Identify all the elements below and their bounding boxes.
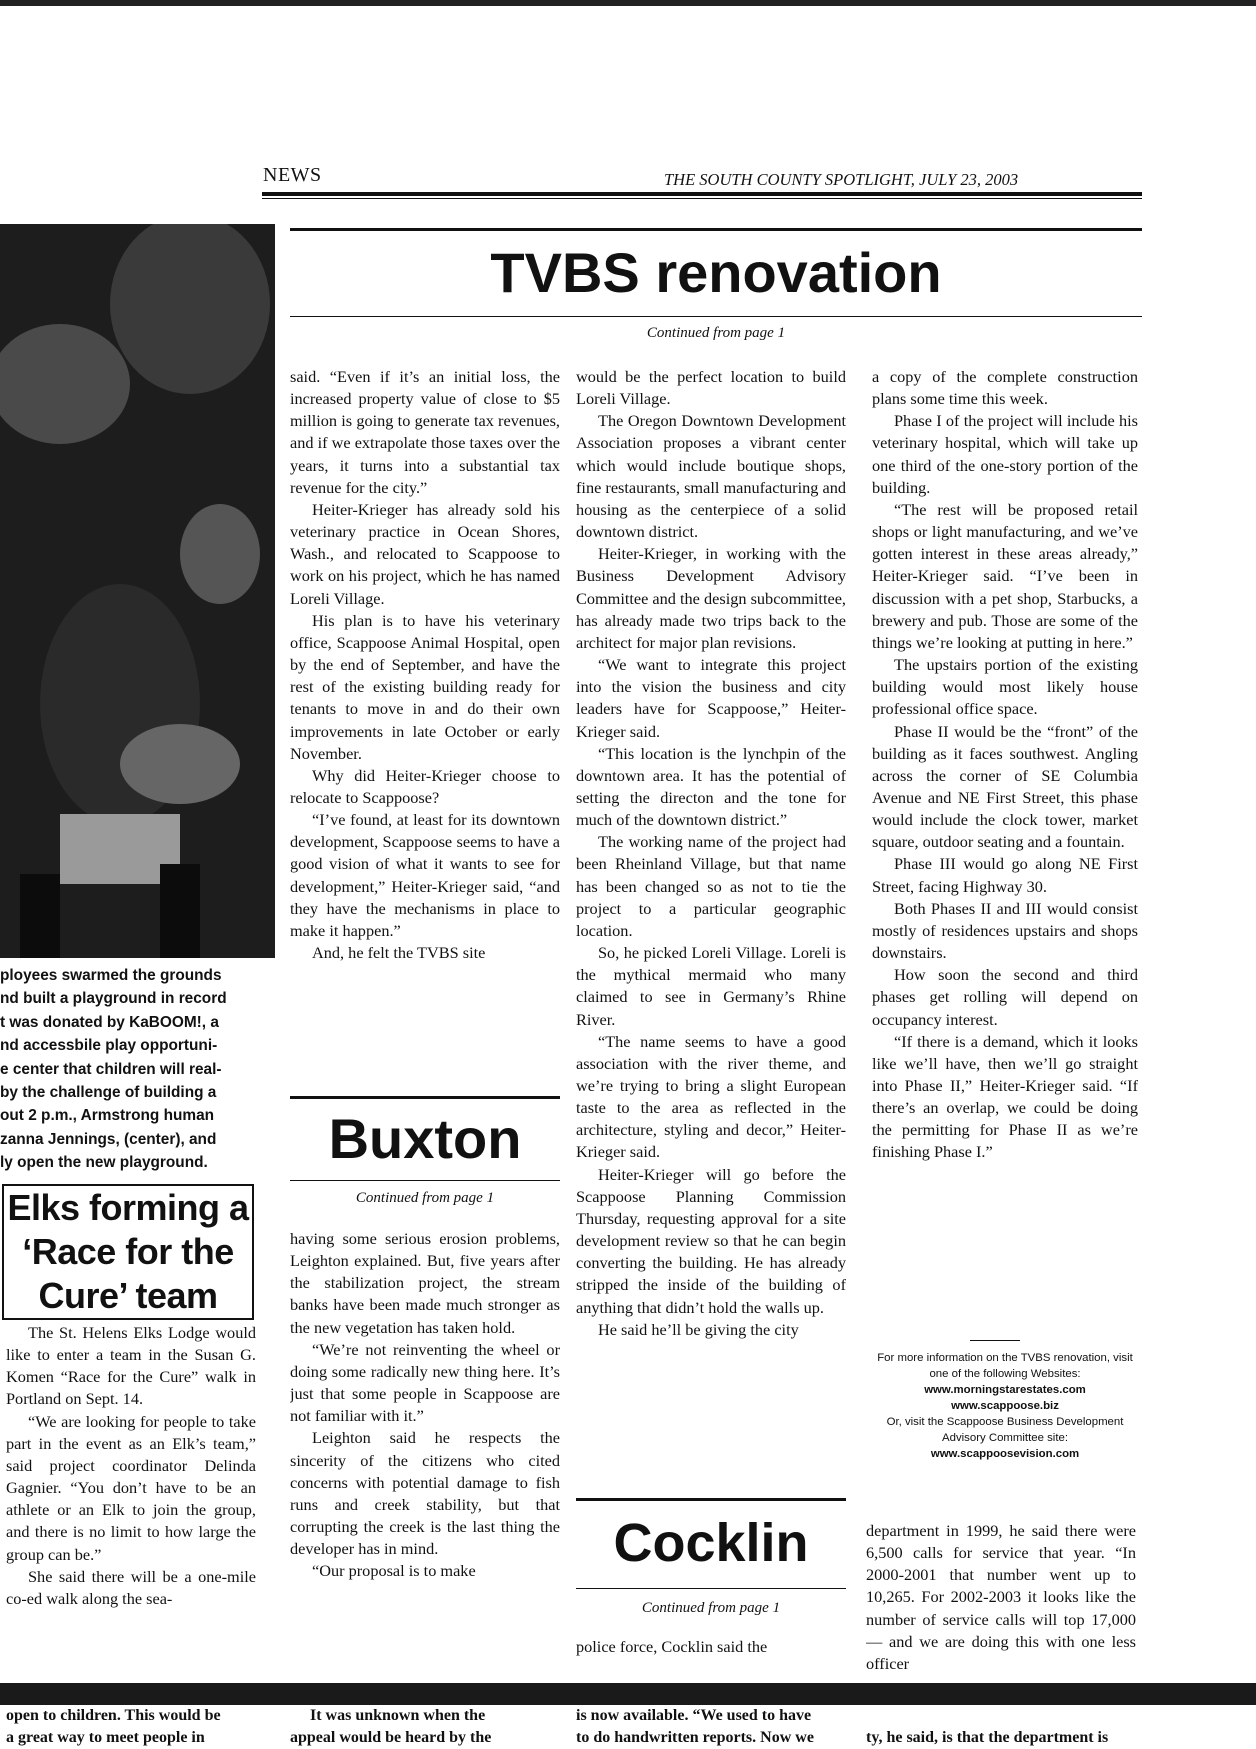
paragraph: having some serious erosion problems, Leighton explained. But, five years after the stabilization project, the stream banks have been made much stronger as the new vegetation has taken hold. — [290, 1229, 560, 1337]
paragraph: Heiter-Krieger will go before the Scappoose Planning Commission Thursday, requesting approval for a site development review so that he can begin converting the building. He has already stripped the inside of the building of anything that didn’t hold the walls up. — [576, 1164, 846, 1317]
cocklin-top-rule — [576, 1498, 846, 1501]
section-label: NEWS — [263, 164, 322, 186]
elks-headline-line: Elks forming a — [7, 1187, 249, 1228]
header-rule-thin — [262, 198, 1142, 199]
paragraph: “We are looking for people to take part in the event as an Elk’s team,” said project coordinator Delinda Gagnier. “You don’t have to be an athlete or an Elk to join the group, and there is no limit to how large the group can be.” — [6, 1411, 256, 1564]
tvbs-column-1 — [290, 366, 560, 1074]
paragraph: “This location is the lynchpin of the downtown area. It has the potential of setting the directon and the tone for much of the downtown district.” — [576, 743, 846, 830]
more-info-text: Or, visit the Scappoose Business Development Advisory Committee site: — [886, 1416, 1124, 1444]
cocklin-column-left — [576, 1636, 846, 1682]
tvbs-column-2 — [576, 366, 846, 1474]
paragraph: The working name of the project had been Rheinland Village, but that name has been changed so as not to tie the project to a particular geographic location. — [576, 832, 846, 940]
tvbs-headline: TVBS renovation — [490, 241, 942, 304]
caption-line: zanna Jennings, (center), and — [0, 1130, 217, 1148]
paragraph: So, he picked Loreli Village. Loreli is the mythical mermaid who many claimed to see in Germany’s Rhine River. — [576, 943, 846, 1029]
bottom-scan-strip — [0, 1683, 1256, 1749]
photo-shapes — [0, 224, 275, 958]
cocklin-column-right — [866, 1520, 1136, 1682]
paragraph: Why did Heiter-Krieger choose to relocate to Scappoose? — [290, 765, 560, 807]
scan-band — [0, 1683, 1256, 1705]
paragraph: would be the perfect location to build Loreli Village. — [576, 367, 846, 409]
fragment-text: open to children. This would be — [6, 1707, 221, 1724]
paragraph: How soon the second and third phases get rolling will depend on occupancy interest. — [872, 965, 1138, 1029]
buxton-headline: Buxton — [328, 1107, 522, 1170]
cocklin-headline: Cocklin — [613, 1513, 809, 1573]
paragraph: department in 1999, he said there were 6,500 calls for service that year. “In 2000-2001 that number went up to 10,265. For 2002-2003 it looks like the number of service calls will top 17,000 — and we are doing this with one less officer — [866, 1521, 1136, 1673]
publication-date: THE SOUTH COUNTY SPOTLIGHT, JULY 23, 2003 — [664, 170, 1019, 189]
fragment-text: ty, he said, is that the department is — [866, 1729, 1109, 1746]
fragment-text: appeal would be heard by the — [290, 1729, 492, 1746]
paragraph: Heiter-Krieger has already sold his veterinary practice in Ocean Shores, Wash., and relocated to Scappoose to work on his project, which he has named Loreli Village. — [290, 499, 560, 608]
paragraph: And, he felt the TVBS site — [312, 943, 486, 963]
caption-line: t was donated by KaBOOM!, a — [0, 1013, 219, 1031]
paragraph: Heiter-Krieger, in working with the Business Development Advisory Committee and the design subcommittee, has already made two trips back to the architect for major plan revisions. — [576, 544, 846, 652]
cocklin-continued: Continued from page 1 — [641, 1600, 781, 1616]
paragraph: a copy of the complete construction plans some time this week. — [872, 367, 1138, 409]
buxton-article-body — [290, 1228, 560, 1670]
fragment-text: a great way to meet people in — [6, 1729, 205, 1746]
paragraph: He said he’ll be giving the city — [598, 1319, 799, 1339]
photo-caption — [0, 964, 268, 1175]
caption-line: out 2 p.m., Armstrong human — [0, 1107, 215, 1125]
paragraph: The Oregon Downtown Development Association proposes a vibrant center which would include boutique shops, fine restaurants, small manufacturing and housing as the centerpiece of a solid downtown district. — [576, 411, 846, 542]
header-rule — [262, 192, 1142, 196]
cocklin-bottom-rule — [576, 1588, 846, 1589]
buxton-continued: Continued from page 1 — [355, 1190, 495, 1206]
paragraph: His plan is to have his veterinary office, Scappoose Animal Hospital, open by the end of September, and have the rest of the existing building ready for tenants to move in and do their own improvements in late October or early November. — [290, 610, 560, 763]
tvbs-column-3 — [872, 366, 1138, 1334]
paragraph: The upstairs portion of the existing building would most likely house professional office space. — [872, 655, 1138, 719]
paragraph: Phase III would go along NE First Street, facing Highway 30. — [872, 854, 1138, 896]
tvbs-top-rule — [290, 228, 1142, 231]
paragraph: She said there will be a one-mile co-ed walk along the sea- — [6, 1566, 256, 1608]
fragment-text: is now available. “We used to have — [576, 1707, 812, 1724]
website-link[interactable]: www.morningstarestates.com — [924, 1384, 1086, 1396]
paragraph: Phase I of the project will include his veterinary hospital, which will take up one third of the one-story portion of the building. — [872, 411, 1138, 497]
paragraph: “Our proposal is to make — [312, 1561, 476, 1581]
paragraph: “We want to integrate this project into the vision the business and city leaders have for Scappoose,” Heiter-Krieger said. — [576, 655, 846, 741]
more-info-text: For more information on the TVBS renovation, visit one of the following Websites: — [877, 1352, 1133, 1380]
elks-headline-line: ‘Race for the — [22, 1231, 234, 1272]
end-mark-rule — [970, 1340, 1020, 1341]
playground-photo — [0, 224, 275, 958]
paragraph: Phase II would be the “front” of the building as it faces southwest. Angling across the corner of SE Columbia Avenue and NE First Street, this phase would include the clock tower, market square, outdoor seating and a fountain. — [872, 721, 1138, 852]
caption-line: by the challenge of building a — [0, 1084, 217, 1102]
tvbs-bottom-rule — [290, 316, 1142, 317]
caption-line: e center that children will real- — [0, 1060, 222, 1078]
buxton-bottom-rule — [290, 1180, 560, 1181]
buxton-top-rule — [290, 1096, 560, 1099]
paragraph: “I’ve found, at least for its downtown development, Scappoose seems to have a good vision of what it wants to see for development,” Heiter-Krieger said, “and they have the mechanisms in place to make it happen.” — [290, 810, 560, 940]
paragraph: “We’re not reinventing the wheel or doing some radically new thing here. It’s just that some people in Scappoose are not familiar with it.” — [290, 1339, 560, 1426]
paragraph: “If there is a demand, which it looks like we’ll have, then we’ll go straight into Phase II,” Heiter-Krieger said. “If there’s an overlap, we could be doing the permitting for Phase II as we’re finishing Phase I.” — [872, 1031, 1138, 1162]
website-link[interactable]: www.scappoose.biz — [951, 1400, 1059, 1412]
caption-line: nd accessbile play opportuni- — [0, 1037, 218, 1055]
paragraph: Leighton said he respects the sincerity of the citizens who cited concerns with potential damage to fish runs and creek stability, but that corrupting the creek is the last thing the developer has in mind. — [290, 1428, 560, 1559]
elks-article-body — [6, 1322, 256, 1682]
paragraph: The St. Helens Elks Lodge would like to enter a team in the Susan G. Komen “Race for the Cure” walk in Portland on Sept. 14. — [6, 1323, 256, 1409]
paragraph: said. “Even if it’s an initial loss, the increased property value of close to $5 million is going to generate tax revenues, and if we extrapolate those taxes over the years, it turns into a substantial tax revenue for the city.” — [290, 367, 560, 497]
paragraph: “The rest will be proposed retail shops or light manufacturing, and we’ve gotten interest in these areas already,” Heiter-Krieger said. “I’ve been in discussion with a pet shop, Starbucks, a brewery and pub. Those are some of the things we’re looking at putting in here.” — [872, 499, 1138, 652]
paragraph: police force, Cocklin said the — [576, 1637, 768, 1656]
caption-line: nd built a playground in record — [0, 990, 227, 1008]
elks-headline — [4, 1186, 252, 1318]
more-info-note — [874, 1350, 1136, 1462]
fragment-text: to do handwritten reports. Now we — [576, 1729, 814, 1746]
website-link[interactable]: www.scappoosevision.com — [930, 1448, 1080, 1460]
caption-line: ployees swarmed the grounds — [0, 967, 222, 984]
tvbs-continued: Continued from page 1 — [646, 325, 786, 341]
paragraph: “The name seems to have a good association with the river theme, and we’re trying to bring a slight European taste to the area as reflected in the architecture, styling and decor,” Heiter-Krieger said. — [576, 1031, 846, 1162]
paragraph: Both Phases II and III would consist mostly of residences upstairs and shops downstairs. — [872, 898, 1138, 963]
elks-headline-line: Cure’ team — [38, 1275, 218, 1316]
caption-line: ly open the new playground. — [0, 1154, 208, 1172]
scan-edge — [0, 0, 1256, 6]
fragment-text: It was unknown when the — [310, 1707, 486, 1724]
